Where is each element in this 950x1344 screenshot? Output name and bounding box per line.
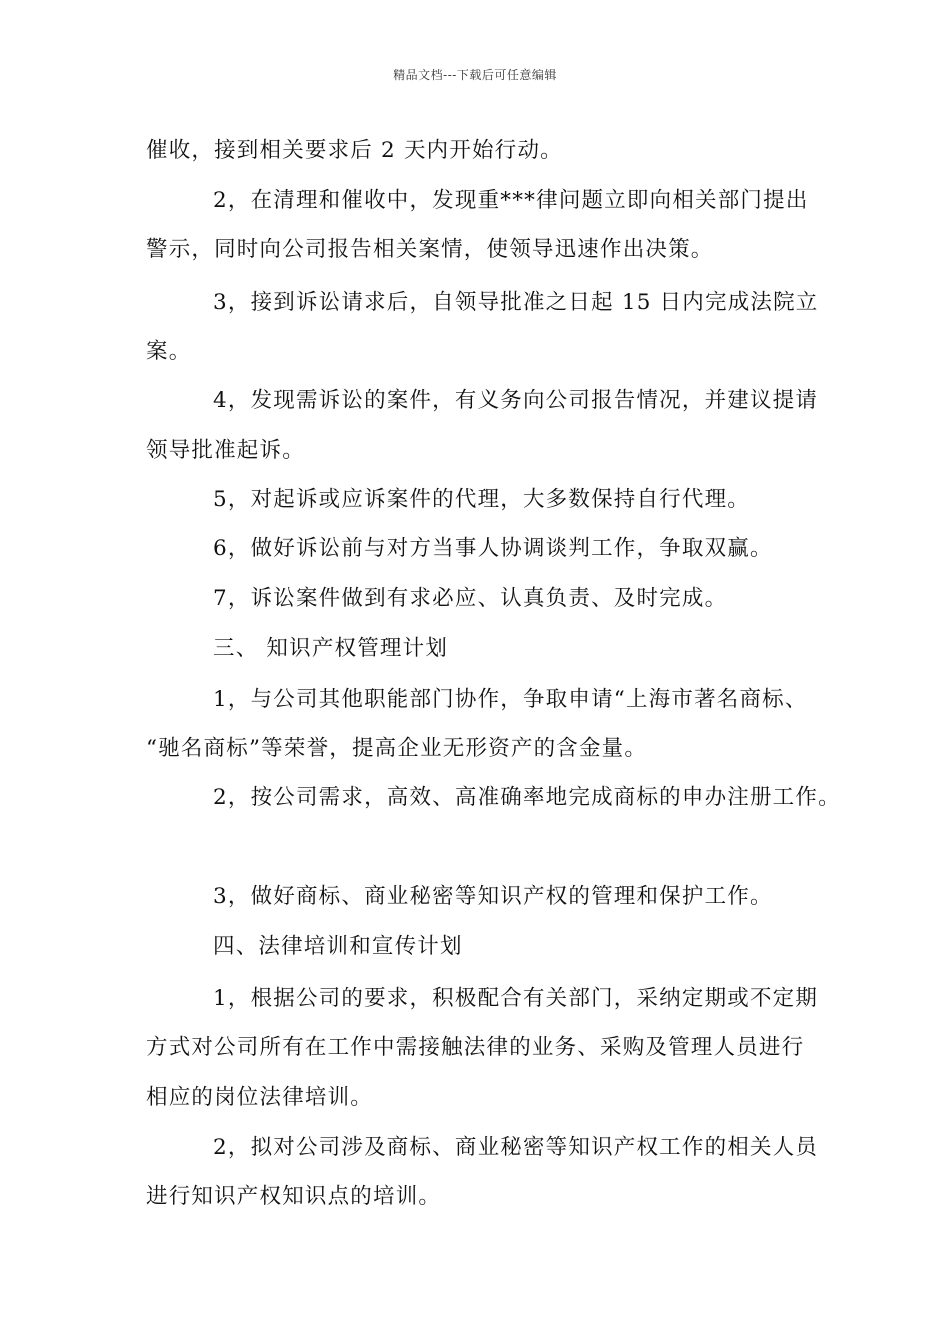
paragraph-line: 2，按公司需求，高效、高准确率地完成商标的申办注册工作。 — [213, 785, 841, 810]
paragraph-line: 进行知识产权知识点的培训。 — [146, 1184, 442, 1209]
paragraph-line: 2，在清理和催收中，发现重***律问题立即向相关部门提出 — [213, 188, 809, 213]
paragraph-line: 警示，同时向公司报告相关案情，使领导迅速作出决策。 — [146, 237, 714, 262]
section-heading: 三、 知识产权管理计划 — [213, 636, 449, 661]
paragraph-line: 相应的岗位法律培训。 — [146, 1085, 374, 1110]
paragraph-line: 6，做好诉讼前与对方当事人协调谈判工作，争取双赢。 — [213, 536, 773, 561]
paragraph-line: 4，发现需诉讼的案件，有义务向公司报告情况，并建议提请 — [213, 388, 819, 413]
paragraph-line: 3，做好商标、商业秘密等知识产权的管理和保护工作。 — [213, 884, 773, 909]
paragraph-line: 2，拟对公司涉及商标、商业秘密等知识产权工作的相关人员 — [213, 1135, 819, 1160]
paragraph-line: 1，根据公司的要求，积极配合有关部门，采纳定期或不定期 — [213, 986, 819, 1011]
paragraph-line: 3，接到诉讼请求后，自领导批准之日起 15 日内完成法院立 — [213, 290, 819, 315]
paragraph-line: “驰名商标”等荣誉，提高企业无形资产的含金量。 — [146, 736, 648, 761]
paragraph-line: 7，诉讼案件做到有求必应、认真负责、及时完成。 — [213, 586, 728, 611]
section-heading: 四、法律培训和宣传计划 — [213, 934, 463, 959]
paragraph-line: 领导批准起诉。 — [146, 438, 305, 463]
paragraph-line: 方式对公司所有在工作中需接触法律的业务、采购及管理人员进行 — [146, 1035, 805, 1060]
paragraph-line: 5，对起诉或应诉案件的代理，大多数保持自行代理。 — [213, 487, 750, 512]
paragraph-line: 1，与公司其他职能部门协作，争取申请“上海市著名商标、 — [213, 687, 808, 712]
page-header: 精品文档---下载后可任意编辑 — [393, 68, 557, 82]
paragraph-line: 案。 — [146, 339, 192, 364]
paragraph-line: 催收，接到相关要求后 2 天内开始行动。 — [146, 138, 563, 163]
